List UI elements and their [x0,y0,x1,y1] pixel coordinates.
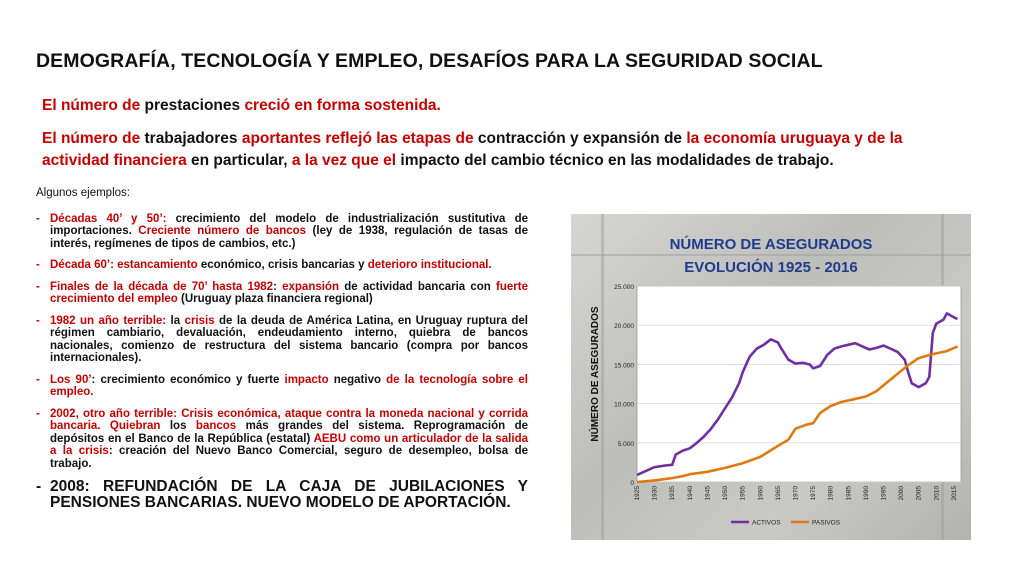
x-tick-label: 1965 [774,486,782,501]
i4-b: la [166,314,185,327]
b2-g: a la vez que el [291,152,397,169]
example-item-2008 [36,479,528,511]
i3-e: fuerte crecimiento del empleo [50,280,528,305]
item-dash: - [36,478,42,495]
i3-a: Finales de la década de 70’ hasta 1982 [50,280,274,293]
x-tick-label: 2015 [950,486,958,501]
y-tick-label: 25.000 [614,284,634,291]
i4-d: de la deuda de América Latina, en Uruguay ruptura del régimen cambiario, devaluación, endeudamiento interno, quiebra de bancos nacionales, comienzo de restructura del sistema bancario (compra por bancos internacionales). [50,314,529,364]
x-tick-label: 1970 [792,486,800,501]
b2-h: impacto del cambio técnico en las modalidades de trabajo. [396,152,834,169]
y-tick-label: 10.000 [614,401,634,409]
x-tick-label: 1925 [634,486,641,501]
b1-c: creció en forma sostenida. [244,97,441,114]
legend-label-pasivos: PASIVOS [812,519,841,527]
chart-subtitle: EVOLUCIÓN 1925 - 2016 [684,259,858,276]
y-tick-label: 15.000 [614,362,634,370]
b2-d: contracción y expansión de [473,130,687,147]
i6-f: : creación del Nuevo Banco Comercial, seguro de desempleo, bolsa de trabajo. [50,445,528,470]
i3-f: (Uruguay plaza financiera regional) [177,293,373,305]
item-dash: - [36,373,40,386]
i2-b: económico, crisis bancarias y [197,259,368,271]
i7-text: 2008: REFUNDACIÓN DE LA CAJA DE JUBILACIONES Y PENSIONES BANCARIAS. NUEVO MODELO DE APORTACIÓN. [50,478,528,511]
x-tick-label: 1960 [757,486,765,501]
i6-a: 2002, otro año terrible: Crisis económica, ataque contra la moneda nacional y corrida bancaria. Quiebran [50,407,528,432]
x-tick-label: 2010 [933,486,941,501]
i5-c: impacto [284,373,329,386]
y-tick-label: 20.000 [614,323,634,331]
b2-c: aportantes reflejó las etapas de [241,130,474,147]
i5-b: : crecimiento económico y fuerte [91,373,285,386]
b2-f: en particular, [186,152,292,169]
x-tick-label: 1980 [827,486,835,501]
i5-a: Los 90’ [50,373,92,386]
x-tick-label: 1975 [810,486,818,501]
i1-a: Décadas 40’ y 50’: [50,212,167,225]
b2-a: El número de [42,130,141,147]
y-tick-label: 5.000 [617,440,634,448]
i6-c: bancos [195,420,237,432]
i1-d: (ley de 1938, regulación de tasas de interés, regímenes de tipos de cambios, etc.) [50,225,528,250]
x-tick-label: 1985 [845,486,853,501]
b2-b: trabajadores [140,130,242,147]
item-dash: - [36,407,40,420]
i3-d: de actividad bancaria con [339,280,497,293]
i6-e: AEBU como un articulador de la salida a la crisis [50,432,528,457]
y-axis-label: NÚMERO DE ASEGURADOS [590,306,601,442]
i3-b: : [273,280,283,293]
x-tick-label: 1940 [686,486,694,501]
x-tick-label: 1935 [669,486,677,501]
i4-a: 1982 un año terrible: [50,314,167,327]
b1-a: El número de [42,97,141,114]
i5-d: negativo [328,373,387,386]
x-tick-label: 2005 [915,486,923,501]
slide-title: DEMOGRAFÍA, TECNOLOGÍA Y EMPLEO, DESAFÍOS PARA LA SEGURIDAD SOCIAL [36,50,823,72]
i6-d: más grandes del sistema. Reprogramación de depósitos en el Banco de la República (estatal) [50,420,528,445]
asegurados-chart [571,214,971,540]
i5-e: de la tecnología sobre el empleo. [50,373,528,398]
bullet-trabajadores [42,128,972,172]
example-item-3 [36,281,528,306]
example-item-1 [36,213,528,251]
example-item-4 [36,315,528,365]
i4-c: crisis [184,314,215,327]
i1-c: Creciente número de bancos [138,225,307,237]
i6-b: los [160,420,196,432]
examples-heading: Algunos ejemplos: [36,187,130,199]
x-tick-label: 1955 [739,486,747,501]
item-dash: - [36,259,40,271]
item-dash: - [36,280,40,293]
x-tick-label: 1945 [704,486,712,501]
x-tick-label: 1990 [862,486,870,501]
x-tick-label: 1930 [651,486,659,501]
i1-b: crecimiento del modelo de industrialización sustitutiva de importaciones. [50,212,528,237]
i2-a: Década 60’: estancamiento [50,259,198,271]
example-item-5 [36,374,528,399]
i3-c: expansión [282,280,339,293]
legend-label-activos: ACTIVOS [752,519,781,527]
example-item-6 [36,408,528,471]
y-tick-label: 0 [630,480,634,487]
examples-column [36,187,528,520]
item-dash: - [36,314,40,327]
x-tick-label: 2000 [898,486,906,501]
bullet-prestaciones [42,97,441,115]
b1-b: prestaciones [140,97,245,114]
x-tick-label: 1995 [880,486,888,501]
chart-title: NÚMERO DE ASEGURADOS [669,236,873,253]
item-dash: - [36,212,40,225]
i2-c: deterioro institucional. [367,259,492,271]
b2-e: la economía uruguaya y de la actividad financiera [42,130,903,169]
x-tick-label: 1950 [722,486,730,501]
chart-panel [571,214,971,540]
example-item-2 [36,259,528,272]
